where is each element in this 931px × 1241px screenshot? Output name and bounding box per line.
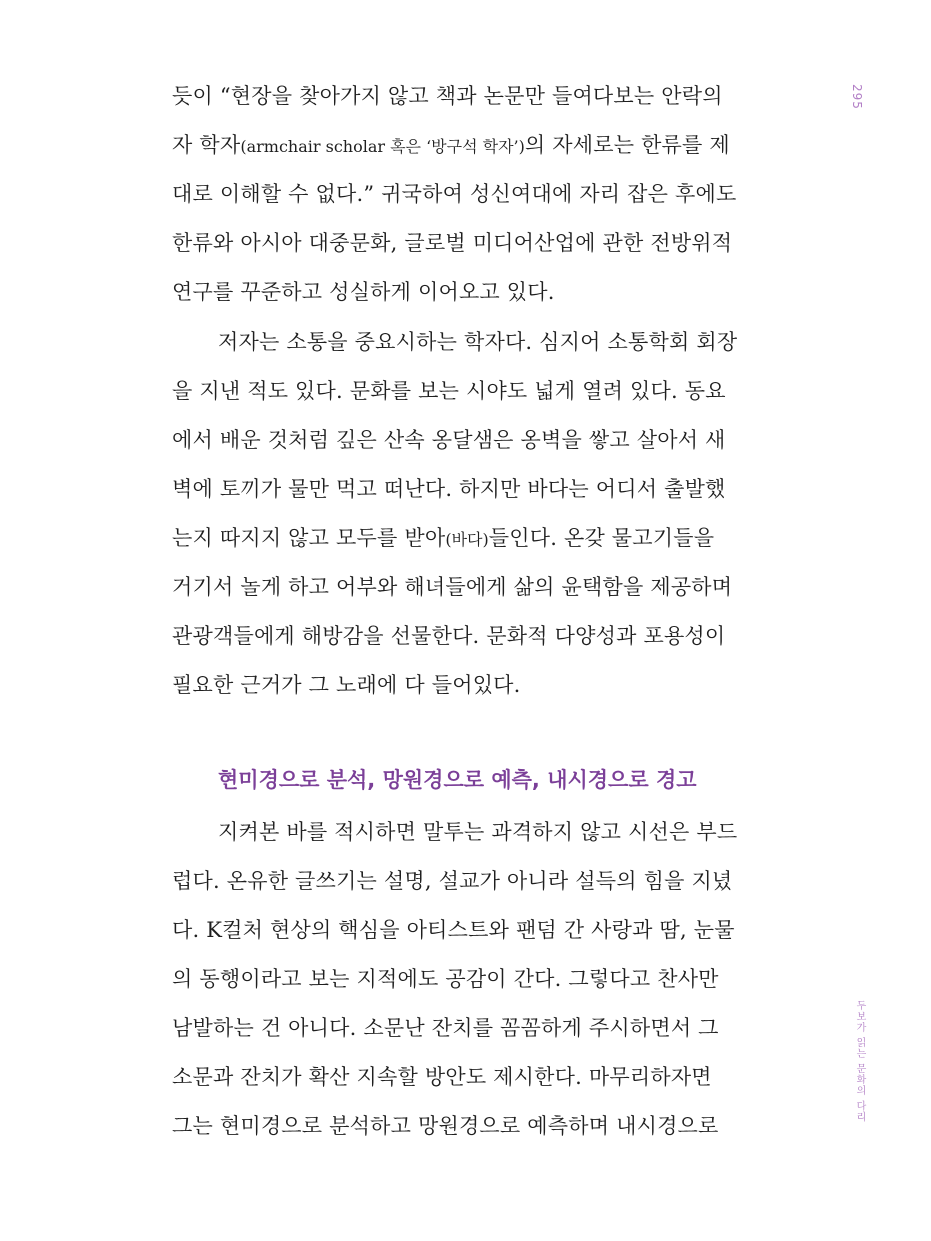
paragraph-3 — [172, 808, 792, 1151]
body-line: 연구를 꾸준하고 성실하게 이어오고 있다. — [172, 280, 555, 304]
body-line: 대로 이해할 수 없다.” 귀국하여 성신여대에 자리 잡은 후에도 — [172, 182, 737, 206]
paragraph-1 — [172, 72, 792, 317]
body-line: 에서 배운 것처럼 깊은 산속 옹달샘은 옹벽을 쌓고 살아서 새 — [172, 428, 726, 452]
parenthetical-note: (armchair scholar 혹은 ‘방구석 학자’) — [240, 137, 525, 156]
body-line: 지켜본 바를 적시하면 말투는 과격하지 않고 시선은 부드 — [218, 820, 738, 844]
body-line: 그는 현미경으로 분석하고 망원경으로 예측하며 내시경으로 — [172, 1114, 719, 1138]
body-line: 벽에 토끼가 물만 먹고 떠난다. 하지만 바다는 어디서 출발했 — [172, 477, 726, 501]
body-line: 다. K컬처 현상의 핵심을 아티스트와 팬덤 간 사랑과 땀, 눈물 — [172, 918, 735, 942]
page-number: 295 — [850, 84, 864, 110]
body-line: 남발하는 건 아니다. 소문난 잔치를 꼼꼼하게 주시하면서 그 — [172, 1016, 719, 1040]
text-segment: 는지 따지지 않고 모두를 받아 — [172, 526, 446, 550]
section-heading: 현미경으로 분석, 망원경으로 예측, 내시경으로 경고 — [218, 768, 697, 792]
paragraph-2 — [172, 318, 792, 710]
body-line: 관광객들에게 해방감을 선물한다. 문화적 다양성과 포용성이 — [172, 624, 726, 648]
body-line: 저자는 소통을 중요시하는 학자다. 심지어 소통학회 회장 — [218, 330, 738, 354]
text-segment: 자 학자 — [172, 133, 241, 157]
parenthetical-note: (바다) — [445, 530, 489, 549]
body-line — [172, 121, 792, 170]
text-segment: 들인다. 온갖 물고기들을 — [488, 526, 715, 550]
body-line: 소문과 잔치가 확산 지속할 방안도 제시한다. 마무리하자면 — [172, 1065, 712, 1089]
body-line — [172, 514, 792, 563]
body-line: 필요한 근거가 그 노래에 다 들어있다. — [172, 673, 521, 697]
body-line: 럽다. 온유한 글쓰기는 설명, 설교가 아니라 설득의 힘을 지녔 — [172, 869, 733, 893]
body-line: 을 지낸 적도 있다. 문화를 보는 시야도 넓게 열려 있다. 동요 — [172, 379, 726, 403]
body-line: 듯이 “현장을 찾아가지 않고 책과 논문만 들여다보는 안락의 — [172, 84, 723, 108]
body-line: 한류와 아시아 대중문화, 글로벌 미디어산업에 관한 전방위적 — [172, 231, 733, 255]
body-line: 의 동행이라고 보는 지적에도 공감이 간다. 그렇다고 찬사만 — [172, 967, 719, 991]
body-line: 거기서 놀게 하고 어부와 해녀들에게 삶의 윤택함을 제공하며 — [172, 575, 733, 599]
running-title: 두보가 읽는 문화의 다리 — [854, 1000, 865, 1123]
text-segment: 의 자세로는 한류를 제 — [524, 133, 730, 157]
